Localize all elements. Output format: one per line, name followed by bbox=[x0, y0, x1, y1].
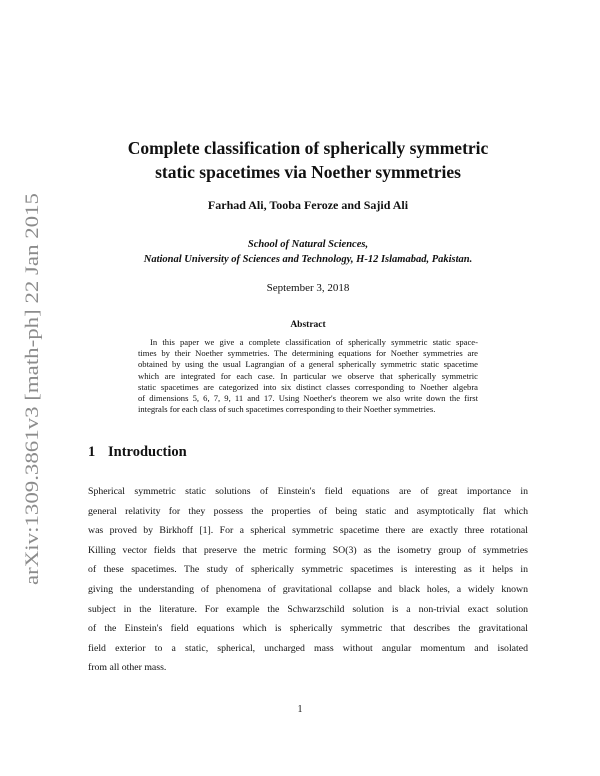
paper-title-line-2: static spacetimes via Noether symmetries bbox=[155, 162, 461, 182]
author-affiliation bbox=[90, 237, 526, 267]
affiliation-line-2: National University of Sciences and Technology, H-12 Islamabad, Pakistan. bbox=[143, 254, 473, 265]
introduction-paragraph bbox=[88, 482, 528, 678]
paragraph-line: field exterior to a static, spherical, uncharged mass without angular momentum and isolated bbox=[88, 642, 528, 654]
arxiv-identifier-text: arXiv:1309.3861v3 [math-ph] 22 Jan 2015 bbox=[22, 259, 43, 585]
paper-title-line-1: Complete classification of spherically symmetric bbox=[127, 138, 489, 158]
abstract-line: times by their Noether symmetries. The determining equations for Noether symmetries are bbox=[138, 348, 478, 359]
paragraph-line: general relativity for they possess the properties of being static and asymptotically flat which bbox=[88, 505, 528, 517]
arxiv-identifier-stamp bbox=[10, 185, 50, 585]
abstract-line: obtained by using the usual Lagrangian of a general spherically symmetric static spacetime bbox=[138, 359, 478, 370]
paragraph-line: of the Einstein's field equations which is spherically symmetric that describes the gravitational bbox=[88, 623, 528, 635]
abstract-line: In this paper we give a complete classification of spherically symmetric static space- bbox=[150, 337, 478, 347]
paragraph-line: Killing vector fields that preserve the metric forming SO(3) as the isometry group of symmetries bbox=[88, 544, 528, 556]
abstract-body bbox=[138, 337, 478, 415]
affiliation-line-1: School of Natural Sciences, bbox=[247, 239, 369, 250]
abstract-line: of dimensions 5, 6, 7, 9, 11 and 17. Using Noether's theorem we also write down the first bbox=[138, 393, 478, 404]
abstract-heading: Abstract bbox=[290, 320, 326, 330]
section-title: Introduction bbox=[108, 444, 187, 460]
page-number: 1 bbox=[297, 704, 303, 715]
section-heading-introduction bbox=[88, 444, 187, 461]
paragraph-line: subject in the literature. For example the Schwarzschild solution is a non-trivial exact solution bbox=[88, 603, 528, 615]
abstract-line: static spacetimes are categorized into six distinct classes corresponding to Noether algebra bbox=[138, 381, 478, 392]
paragraph-line: was proved by Birkhoff [1]. For a spherical symmetric spacetime there are exactly three rotational bbox=[88, 525, 528, 537]
paragraph-line: from all other mass. bbox=[88, 662, 167, 674]
paragraph-line: giving the understanding of phenomena of gravitational collapse and black holes, a widely known bbox=[88, 583, 528, 595]
paragraph-line: Spherical symmetric static solutions of Einstein's field equations are of great importance in bbox=[88, 486, 528, 497]
section-number: 1 bbox=[88, 444, 96, 460]
paper-date: September 3, 2018 bbox=[266, 282, 350, 294]
abstract-line: which are integrated for each case. In particular we observe that spherically symmetric bbox=[138, 370, 478, 381]
author-list: Farhad Ali, Tooba Feroze and Sajid Ali bbox=[207, 198, 409, 212]
paper-title bbox=[90, 136, 526, 184]
abstract-line: integrals for each class of such spacetimes corresponding to their Noether symmetries. bbox=[138, 404, 436, 415]
paragraph-line: of these spacetimes. The study of spherically symmetric spacetimes is interesting as it helps in bbox=[88, 564, 528, 576]
